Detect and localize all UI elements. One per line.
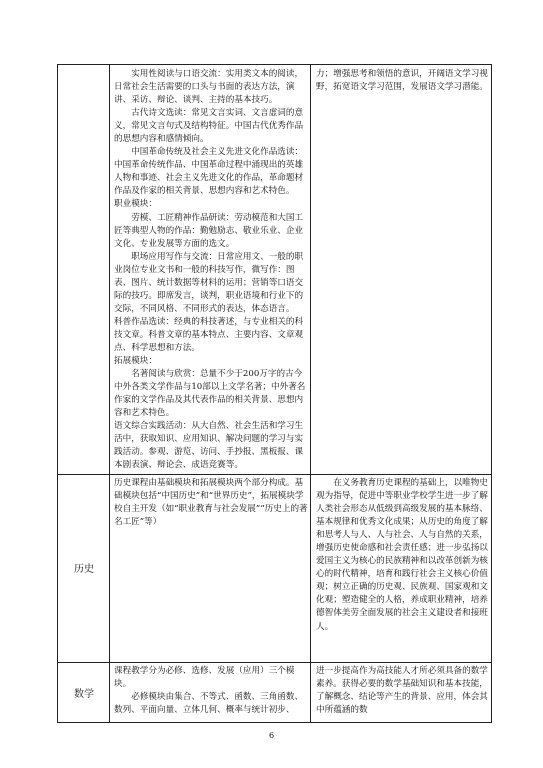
row-divider-history [58, 474, 491, 475]
paragraph: 在义务教育历史课程的基础上，以唯物史观为指导，促进中等职业学校学生进一步了解人类社会形态从低级到高级发展的基本脉络、基本规律和优秀文化成果；从历史的角度了解和思考人与人、人与社会、人与自然的关系，增强历史使命感和社会责任感；进一步弘扬以爱国主义为核心的民族精神和以改革创新为核心的时代精神，培育和践行社会主义核心价值观；树立正确的历史观、民族观、国家观和文化观；塑造健全的人格，养成职业精神，培养德智体美劳全面发展的社会主义建设者和接班人。 [316, 478, 488, 632]
paragraph: 名著阅读与欣赏：总量不少于200万字的古今中外各类文学作品与10部以上文学名著；中外著名作家的文学作品及其代表作品的相关背景、思想内容和艺术特色。 [114, 369, 306, 419]
content-cell-math [114, 665, 308, 717]
paragraph: 拓展模块： [114, 356, 157, 367]
goal-cell-chinese [316, 68, 489, 94]
paragraph: 力；增强思考和领悟的意识，开阔语文学习视野，拓宽语文学习范围，发展语文学习潜能。 [316, 69, 488, 93]
content-cell-chinese [114, 68, 308, 472]
row-divider-math [58, 662, 491, 663]
column-divider-content [310, 65, 311, 722]
paragraph: 语文综合实践活动：从大自然、社会生活和学习生活中，获取知识、应用知识、解决问题的学习与实践活动。参观、游览、访问、手抄报、黑板报、课本剧表演、辩论会、成语竞赛等。 [114, 421, 304, 471]
page-number: 6 [268, 731, 275, 740]
paragraph: 中国革命传统及社会主义先进文化作品选读：中国革命传统作品、中国革命过程中涌现出的英雄人物和事迹、社会主义先进文化的作品，革命题材作品及作家的相关背景、思想内容和艺术特色。 [114, 147, 304, 197]
paragraph: 古代诗文选读：常见文言实词、文言虚词的意义，常见文言句式及结构特征。中国古代优秀作品的思想内容和感情倾向。 [114, 108, 304, 145]
paragraph: 劳模、工匠精神作品研读：劳动模范和大国工匠等典型人物的作品：勤勉励志、敬业乐业、企业文化、专业发展等方面的选文。 [114, 212, 304, 249]
paragraph: 课程教学分为必修、选修、发展（应用）三个模块。 [114, 666, 295, 690]
paragraph: 职业模块： [114, 199, 157, 210]
goal-cell-math [316, 665, 489, 717]
paragraph: 科普作品选读：经典的科技著述，与专业相关的科技文章。科普文章的基本特点、主要内容、文章观点、科学思想和方法。 [114, 316, 304, 353]
content-cell-history [114, 477, 308, 529]
paragraph: 实用性阅读与口语交流：实用类文本的阅读，日常社会生活需要的口头与书面的表达方法，演讲、采访、辩论、谈判、主持的基本技巧。 [114, 69, 304, 106]
paragraph: 进一步提高作为高技能人才所必须具备的数学素养。获得必要的数学基础知识和基本技能，了解概念、结论等产生的背景、应用，体会其中所蕴涵的数 [316, 666, 488, 716]
subject-cell-math: 数学 [74, 689, 94, 700]
subject-cell-history: 历史 [74, 564, 94, 575]
goal-cell-history [316, 477, 489, 634]
content-table [57, 64, 492, 723]
column-divider-subject [109, 65, 110, 722]
paragraph: 历史课程由基础模块和拓展模块两个部分构成。基础模块包括“中国历史”和“世界历史”，拓展模块学校自主开发（如“职业教育与社会发展”“历史上的著名工匠”等） [114, 478, 308, 528]
paragraph: 必修模块由集合、不等式、函数、三角函数、数列、平面向量、立体几何、概率与统计初步、 [114, 692, 304, 716]
paragraph: 职场应用写作与交流：日常应用文、一般的职业岗位专业文书和一般的科技写作，微写作：图表、图片、统计数据等材料的运用；营销等口语交际的技巧。即席发言，谈判，职业语境和行业下的交际，不同风格、不同形式的表达，体态语言。 [114, 251, 304, 314]
